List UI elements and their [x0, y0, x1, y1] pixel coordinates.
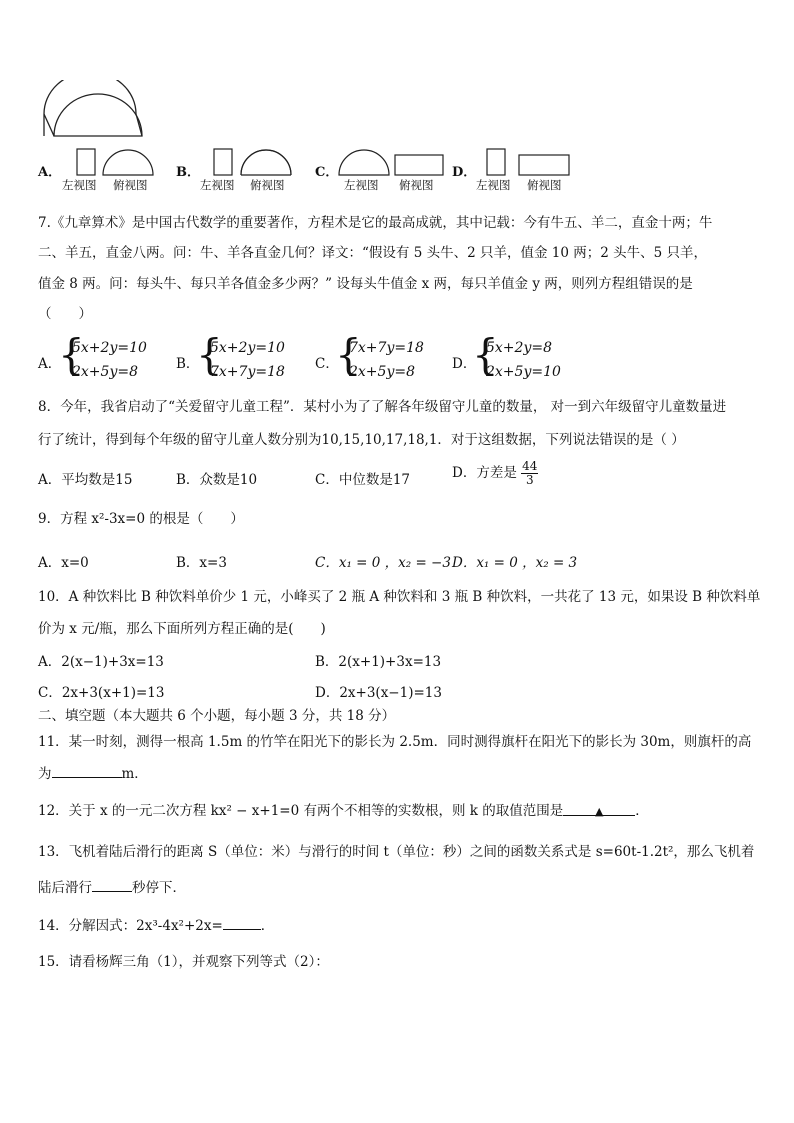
q7-option-b-letter: B． [176, 356, 200, 372]
q7-line-4: （ ） [38, 306, 92, 322]
q13-answer-blank[interactable] [92, 878, 132, 892]
choice-d-label: D． [452, 165, 477, 180]
q11-line-2-pre: 为 [38, 766, 52, 782]
q13-line-2 [38, 878, 186, 897]
q8-option-d-fraction [521, 460, 538, 487]
q10-option-a: A．2(x−1)+3x=13 [38, 654, 164, 670]
q15-stem: 15．请看杨辉三角（1），并观察下列等式（2）： [38, 954, 329, 970]
q8-option-d-text: D．方差是 [452, 465, 517, 481]
choice-d-left-view [486, 148, 506, 176]
q9-option-a: A．x=0 [38, 555, 89, 571]
q12-text: 12．关于 x 的一元二次方程 kx² − x+1=0 有两个不相等的实数根，则 k 的取值范围是 [38, 803, 564, 819]
q11-line-2-post: m． [121, 766, 148, 782]
choice-d-left-caption: 左视图 [476, 178, 511, 192]
choice-b-label: B． [176, 165, 200, 180]
section-2-heading: 二、填空题（本大题共 6 个小题，每小题 3 分，共 18 分） [38, 708, 396, 724]
q8-option-d [452, 460, 538, 487]
q10-option-d: D．2x+3(x−1)=13 [315, 685, 442, 701]
q7-option-b-eq2: 7x+7y=18 [210, 364, 285, 380]
choice-c-top-caption: 俯视图 [399, 178, 434, 192]
q8-option-a: A．平均数是15 [38, 472, 133, 488]
q7-option-d-eq2: 2x+5y=10 [486, 364, 561, 380]
q7-option-d-eq1: 5x+2y=8 [486, 340, 552, 356]
q9-option-c: C．x₁ = 0 ，x₂ = −3 [315, 555, 451, 571]
q7-option-a-brace: { [58, 330, 85, 379]
q7-option-c-eq2: 2x+5y=8 [349, 364, 415, 380]
q12-text-post: ． [635, 803, 649, 819]
choice-a-left-view [76, 148, 96, 176]
q7-option-c-brace: { [335, 330, 362, 379]
q8-fraction-numerator: 44 [522, 459, 538, 473]
q10-option-c: C．2x+3(x+1)=13 [38, 685, 165, 701]
q10-line-2: 价为 x 元/瓶，那么下面所列方程正确的是( ) [38, 621, 326, 637]
solid-figure [36, 80, 148, 140]
q7-option-c-letter: C． [315, 356, 339, 372]
choice-a-left-caption: 左视图 [62, 178, 97, 192]
q7-line-1: 7.《九章算术》是中国古代数学的重要著作，方程术是它的最高成就，其中记载：今有牛五、羊二，直金十两；牛 [38, 215, 713, 231]
q12-answer-blank[interactable] [563, 802, 635, 816]
q13-line-1: 13．飞机着陆后滑行的距离 S（单位：米）与滑行的时间 t（单位：秒）之间的函数关系式是 s=60t-1.2t²，那么飞机着 [38, 844, 755, 860]
q7-line-3: 值金 8 两。问：每头牛、每只羊各值金多少两？” 设每头牛值金 x 两，每只羊值金 y 两，则列方程组错误的是 [38, 276, 693, 292]
q7-line-2: 二、羊五，直金八两。问：牛、羊各直金几何？译文：“假设有 5 头牛、2 只羊，值金 10 两；2 头牛、5 只羊， [38, 245, 707, 261]
choice-b-top-view [240, 148, 292, 176]
choice-b-left-caption: 左视图 [200, 178, 235, 192]
q7-option-a-eq2: 2x+5y=8 [72, 364, 138, 380]
choice-d-top-view [518, 154, 570, 176]
choice-d-top-caption: 俯视图 [527, 178, 562, 192]
choice-a-top-caption: 俯视图 [113, 178, 148, 192]
q8-option-c: C．中位数是17 [315, 472, 411, 488]
q14-answer-blank[interactable] [223, 916, 261, 930]
q12-triangle-marker: ▲ [595, 805, 604, 818]
choice-c-top-view [394, 154, 444, 176]
q7-option-d-brace: { [472, 330, 499, 379]
q13-line-2-post: 秒停下． [132, 880, 186, 896]
q11-line-2 [38, 764, 148, 783]
q7-option-c-eq1: 7x+7y=18 [349, 340, 424, 356]
q14-line [38, 916, 274, 935]
q8-line-2: 行了统计，得到每个年级的留守儿童人数分别为10,15,10,17,18,1．对于这组数据，下列说法错误的是（ ） [38, 432, 685, 448]
q14-text: 14．分解因式：2x³-4x²+2x= [38, 918, 223, 934]
choice-c-label: C． [315, 165, 339, 180]
q9-option-d: D．x₁ = 0 ，x₂ = 3 [452, 555, 578, 571]
q8-option-b: B．众数是10 [176, 472, 258, 488]
q9-stem: 9．方程 x²-3x=0 的根是（ ） [38, 511, 244, 527]
q10-option-b: B．2(x+1)+3x=13 [315, 654, 442, 670]
q7-option-b-brace: { [196, 330, 223, 379]
q14-text-post: ． [260, 918, 275, 934]
q9-option-b: B．x=3 [176, 555, 227, 571]
choice-c-left-caption: 左视图 [344, 178, 379, 192]
q7-option-b-eq1: 5x+2y=10 [210, 340, 285, 356]
q7-option-a-letter: A． [38, 356, 62, 372]
choice-c-left-view [338, 148, 390, 176]
q7-option-d-letter: D． [452, 356, 477, 372]
q13-line-2-pre: 陆后滑行 [38, 880, 92, 896]
choice-a-top-view [102, 148, 154, 176]
q8-fraction-denominator: 3 [525, 473, 534, 487]
q10-line-1: 10．A 种饮料比 B 种饮料单价少 1 元，小峰买了 2 瓶 A 种饮料和 3 瓶 B 种饮料，一共花了 13 元，如果设 B 种饮料单 [38, 589, 761, 605]
q11-answer-blank[interactable] [52, 764, 122, 778]
q7-option-a-eq1: 5x+2y=10 [72, 340, 147, 356]
q12-line [38, 802, 649, 820]
choice-b-left-view [213, 148, 233, 176]
q8-line-1: 8．今年，我省启动了“关爱留守儿童工程”．某村小为了了解各年级留守儿童的数量， 对一到六年级留守儿童数量进 [38, 399, 727, 415]
choice-a-label: A． [38, 165, 62, 180]
choice-b-top-caption: 俯视图 [250, 178, 285, 192]
q11-line-1: 11．某一时刻，测得一根高 1.5m 的竹竿在阳光下的影长为 2.5m．同时测得旗杆在阳光下的影长为 30m，则旗杆的高 [38, 734, 752, 750]
